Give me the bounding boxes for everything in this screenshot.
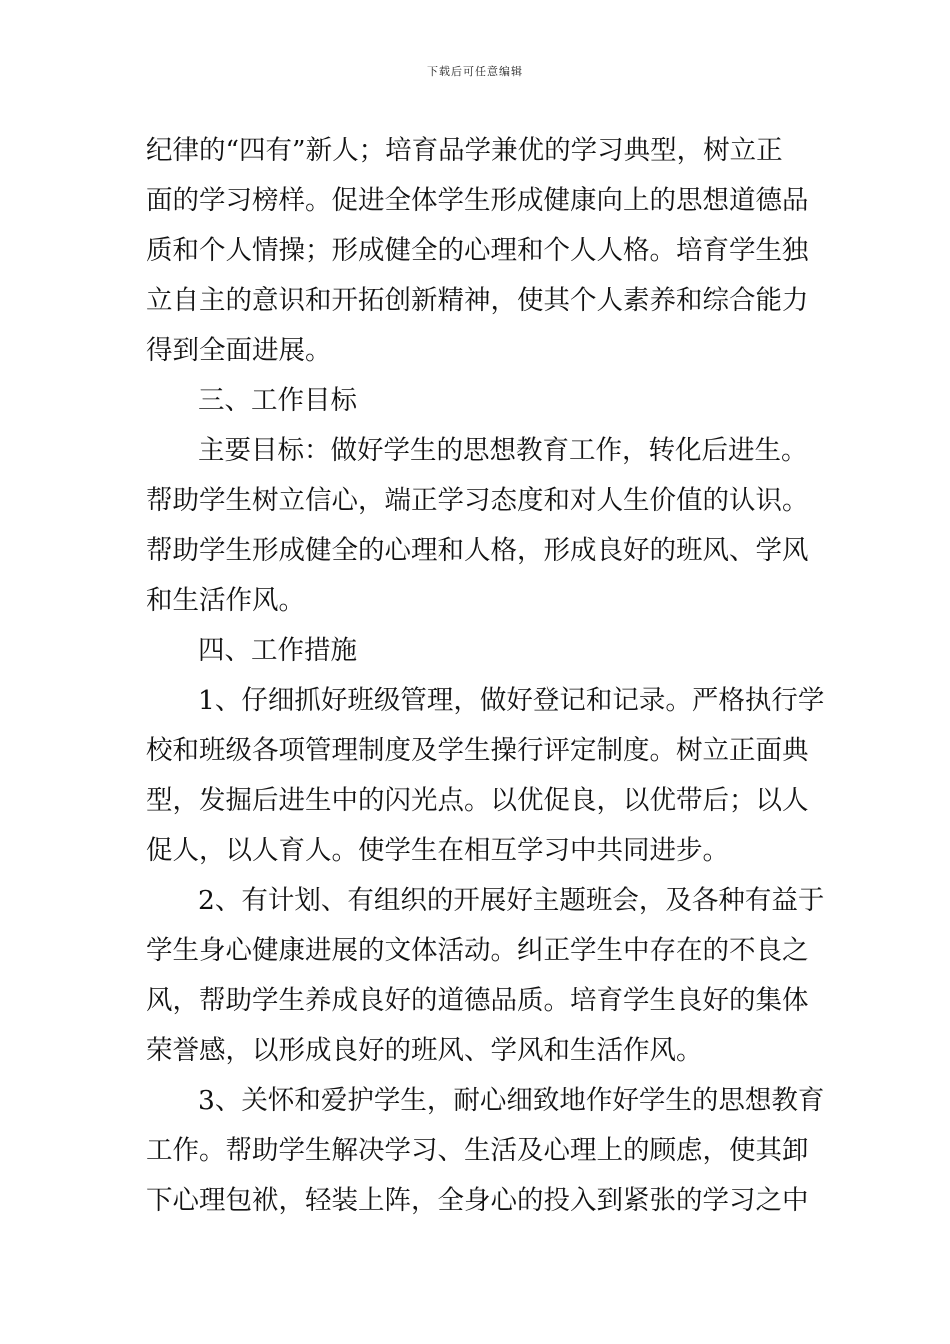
text-line-16: 2、有计划、有组织的开展好主题班会，及各种有益于 bbox=[198, 885, 825, 916]
text-line-3: 质和个人情操；形成健全的心理和个人人格。培育学生独 bbox=[146, 235, 809, 266]
text-line-8: 帮助学生树立信心，端正学习态度和对人生价值的认识。 bbox=[146, 485, 809, 516]
text-line-1: 纪律的“四有”新人；培育品学兼优的学习典型，树立正 bbox=[146, 135, 783, 166]
section-heading-measures: 四、工作措施 bbox=[198, 635, 357, 666]
text-line-7: 主要目标：做好学生的思想教育工作，转化后进生。 bbox=[198, 435, 808, 466]
text-line-2: 面的学习榜样。促进全体学生形成健康向上的思想道德品 bbox=[146, 185, 809, 216]
text-line-17: 学生身心健康进展的文体活动。纠正学生中存在的不良之 bbox=[146, 935, 809, 966]
text-line-21: 工作。帮助学生解决学习、生活及心理上的顾虑，使其卸 bbox=[146, 1135, 809, 1166]
text-line-22: 下心理包袱，轻装上阵，全身心的投入到紧张的学习之中 bbox=[146, 1185, 809, 1216]
text-line-18: 风，帮助学生养成良好的道德品质。培育学生良好的集体 bbox=[146, 985, 809, 1016]
text-line-9: 帮助学生形成健全的心理和人格，形成良好的班风、学风 bbox=[146, 535, 809, 566]
document-body bbox=[146, 126, 825, 1226]
text-line-13: 校和班级各项管理制度及学生操行评定制度。树立正面典 bbox=[146, 735, 809, 766]
section-heading-goals: 三、工作目标 bbox=[198, 385, 357, 416]
text-line-4: 立自主的意识和开拓创新精神，使其个人素养和综合能力 bbox=[146, 285, 809, 316]
text-line-20: 3、关怀和爱护学生，耐心细致地作好学生的思想教育 bbox=[198, 1085, 825, 1116]
text-line-14: 型，发掘后进生中的闪光点。以优促良，以优带后；以人 bbox=[146, 785, 809, 816]
page-header: 下载后可任意编辑 bbox=[427, 65, 523, 78]
text-line-5: 得到全面进展。 bbox=[146, 335, 332, 366]
text-line-15: 促人，以人育人。使学生在相互学习中共同进步。 bbox=[146, 835, 729, 866]
text-line-10: 和生活作风。 bbox=[146, 585, 305, 616]
text-line-12: 1、仔细抓好班级管理，做好登记和记录。严格执行学 bbox=[198, 685, 825, 716]
text-line-19: 荣誉感，以形成良好的班风、学风和生活作风。 bbox=[146, 1035, 703, 1066]
